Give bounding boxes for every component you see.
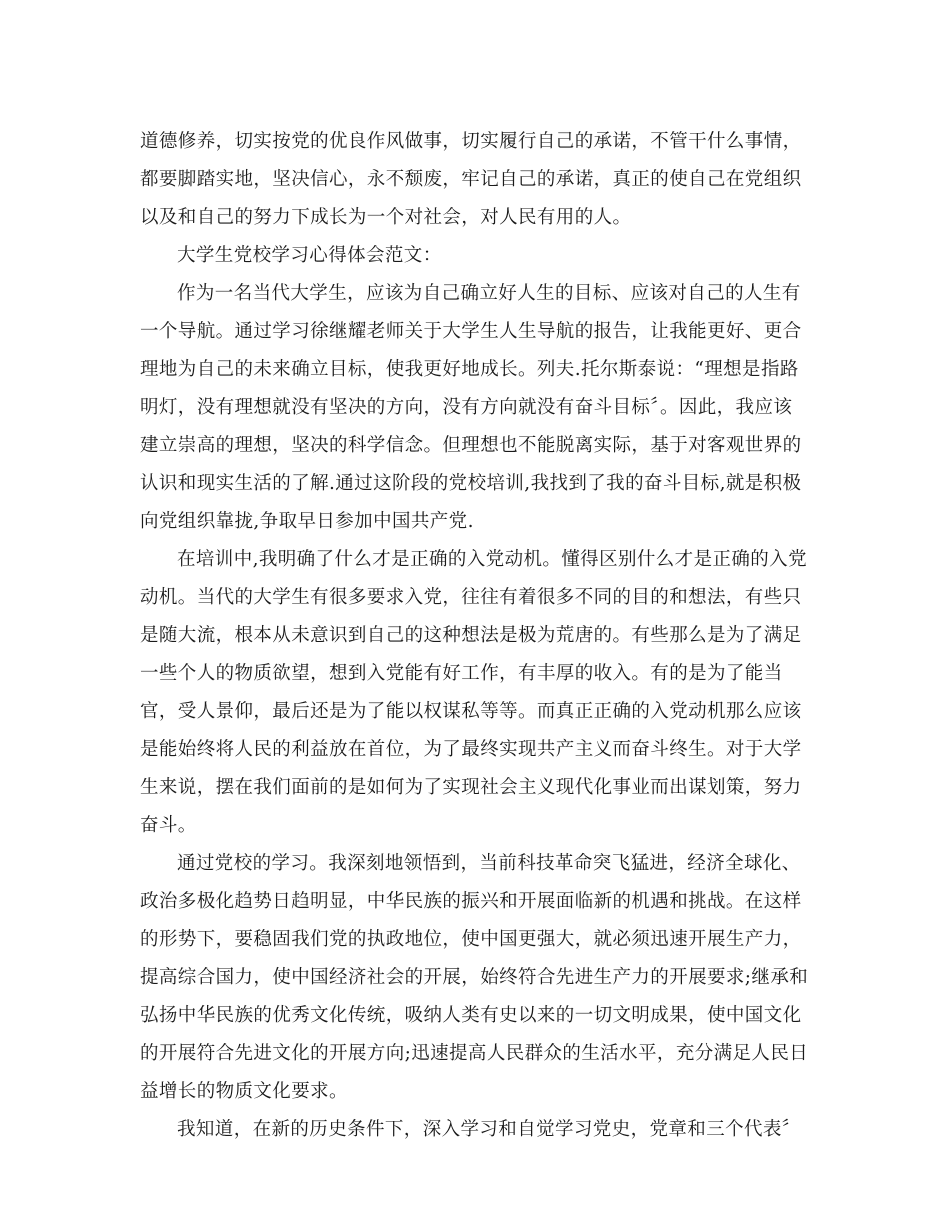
text-line: 的形势下，要稳固我们党的执政地位，使中国更强大，就必须迅速开展生产力， xyxy=(140,929,802,950)
text-line: 是能始终将人民的利益放在首位，为了最终实现共产主义而奋斗终生。对于大学 xyxy=(140,739,802,760)
text-line: 奋斗。 xyxy=(140,815,197,836)
paragraph-1-continuation xyxy=(140,123,820,237)
section-heading xyxy=(140,237,820,275)
text-line: 向党组织靠拢,争取早日参加中国共产党. xyxy=(140,511,474,532)
text-line: 益增长的物质文化要求。 xyxy=(140,1081,348,1102)
paragraph-2 xyxy=(140,275,820,541)
text-line: 以及和自己的努力下成长为一个对社会，对人民有用的人。 xyxy=(140,207,632,228)
paragraph-3 xyxy=(140,541,820,845)
paragraph-4 xyxy=(140,845,820,1111)
text-line: 大学生党校学习心得体会范文： xyxy=(177,245,442,266)
text-line: 道德修养，切实按党的优良作风做事，切实履行自己的承诺，不管干什么事情， xyxy=(140,131,802,152)
text-line: 弘扬中华民族的优秀文化传统，吸纳人类有史以来的一切文明成果，使中国文化 xyxy=(140,1005,802,1026)
document-body xyxy=(140,123,820,1149)
text-line: 一个导航。通过学习徐继耀老师关于大学生人生导航的报告，让我能更好、更合 xyxy=(140,321,802,342)
text-line: 在培训中,我明确了什么才是正确的入党动机。懂得区别什么才是正确的入党 xyxy=(177,549,807,570)
text-line: 认识和现实生活的了解.通过这阶段的党校培训,我找到了我的奋斗目标,就是积极 xyxy=(140,473,802,494)
text-line: 我知道，在新的历史条件下，深入学习和自觉学习党史，党章和三个代表〞 xyxy=(177,1119,801,1140)
text-line: 提高综合国力，使中国经济社会的开展，始终符合先进生产力的开展要求;继承和 xyxy=(140,967,809,988)
text-line: 政治多极化趋势日趋明显，中华民族的振兴和开展面临新的机遇和挑战。在这样 xyxy=(140,891,802,912)
text-line: 官，受人景仰，最后还是为了能以权谋私等等。而真正正确的入党动机那么应该 xyxy=(140,701,802,722)
text-line: 建立崇高的理想，坚决的科学信念。但理想也不能脱离实际，基于对客观世界的 xyxy=(140,435,802,456)
text-line: 通过党校的学习。我深刻地领悟到，当前科技革命突飞猛进，经济全球化、 xyxy=(177,853,801,874)
text-line: 是随大流，根本从未意识到自己的这种想法是极为荒唐的。有些那么是为了满足 xyxy=(140,625,802,646)
text-line: 明灯，没有理想就没有坚决的方向，没有方向就没有奋斗目标〞。因此，我应该 xyxy=(140,397,793,418)
text-line: 作为一名当代大学生，应该为自己确立好人生的目标、应该对自己的人生有 xyxy=(177,283,801,304)
paragraph-5 xyxy=(140,1111,820,1149)
text-line: 一些个人的物质欲望，想到入党能有好工作，有丰厚的收入。有的是为了能当 xyxy=(140,663,783,684)
text-line: 的开展符合先进文化的开展方向;迅速提高人民群众的生活水平，充分满足人民日 xyxy=(140,1043,809,1064)
text-line: 理地为自己的未来确立目标，使我更好地成长。列夫.托尔斯泰说：“理想是指路 xyxy=(140,359,799,380)
text-line: 动机。当代的大学生有很多要求入党，往往有着很多不同的目的和想法，有些只 xyxy=(140,587,802,608)
text-line: 都要脚踏实地，坚决信心，永不颓废，牢记自己的承诺，真正的使自己在党组织 xyxy=(140,169,802,190)
text-line: 生来说，摆在我们面前的是如何为了实现社会主义现代化事业而出谋划策，努力 xyxy=(140,777,802,798)
